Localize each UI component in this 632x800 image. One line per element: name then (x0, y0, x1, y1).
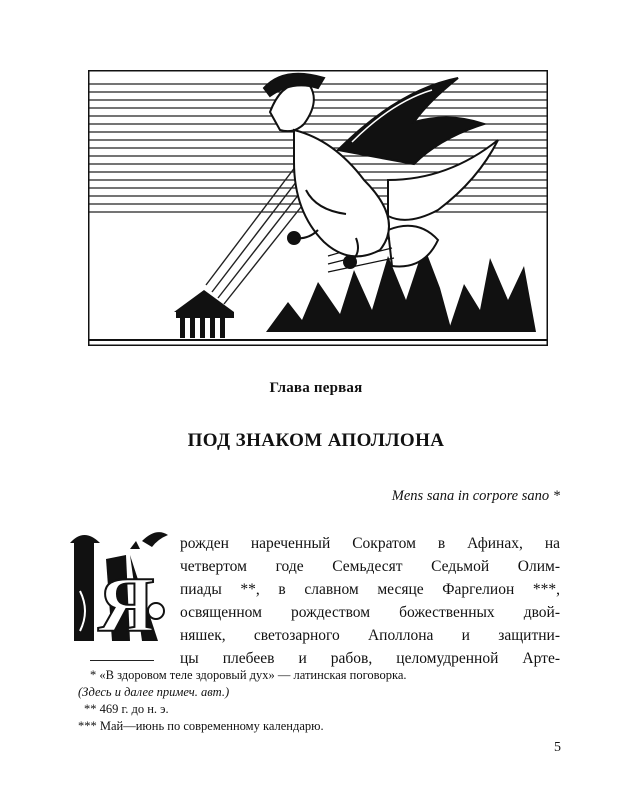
footnote-1: * «В здоровом теле здоровый дух» — латинская поговорка. (90, 668, 407, 682)
body-line: освященном рождеством божественных двой- (180, 604, 560, 621)
footnotes (78, 667, 560, 735)
winged-sphinx (264, 74, 498, 268)
footnote-1-continued: (Здесь и далее примеч. авт.) (78, 685, 230, 699)
body-line: рожден нареченный Сократом в Афинах, на (180, 535, 560, 552)
body-line: цы плебеев и рабов, целомудренной Арте- (180, 650, 560, 667)
epigraph: Mens sana in corpore sano * (391, 488, 560, 504)
chapter-label: Глава первая (269, 380, 363, 396)
dropcap-ornament (70, 531, 170, 646)
footnote-3: *** Май—июнь по современному календарю. (78, 719, 324, 733)
chapter-illustration (88, 70, 548, 346)
body-line: четвертом годе Семьдесят Седьмой Олим- (180, 558, 560, 575)
temple (174, 290, 234, 338)
body-line: няшек, светозарного Аполлона и защитни- (180, 627, 560, 644)
chapter-title: ПОД ЗНАКОМ АПОЛЛОНА (187, 430, 445, 451)
dropcap-letter: Я (98, 561, 155, 646)
page-number: 5 (554, 740, 561, 755)
footnote-rule (90, 660, 154, 661)
footnote-2: ** 469 г. до н. э. (84, 702, 169, 716)
body-line: пиады **, в славном месяце Фаргелион ***, (180, 581, 560, 598)
body-paragraph (180, 532, 560, 670)
